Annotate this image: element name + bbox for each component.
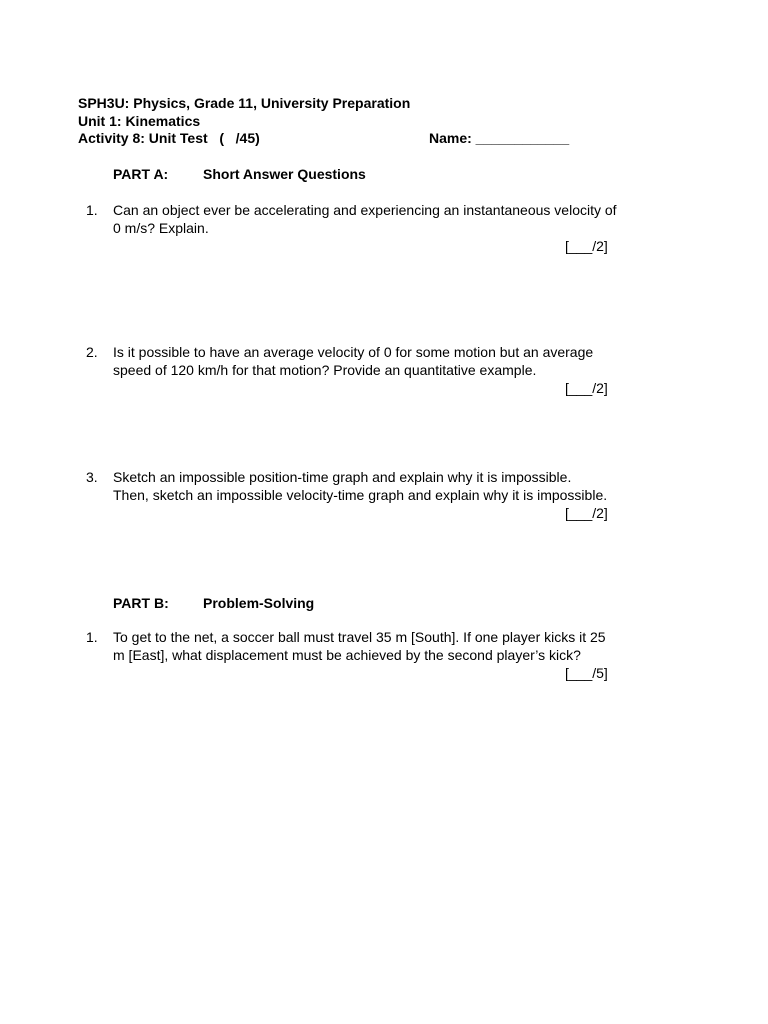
question-text-line: Can an object ever be accelerating and experiencing an instantaneous velocity of [113,202,617,218]
question-number: 2. [86,344,98,360]
part-b-label: PART B: [113,595,169,611]
part-a-title: Short Answer Questions [203,166,366,182]
part-a-label: PART A: [113,166,169,182]
question-text-line: speed of 120 km/h for that motion? Provide an quantitative example. [113,362,537,378]
question-text-line: m [East], what displacement must be achieved by the second player’s kick? [113,647,581,663]
question-text-line: To get to the net, a soccer ball must travel 35 m [South]. If one player kicks it 25 [113,629,606,645]
unit-title: Unit 1: Kinematics [78,113,201,129]
part-b-title: Problem-Solving [203,595,315,611]
question-text-line: Is it possible to have an average velocity of 0 for some motion but an average [113,344,594,360]
activity-title: Activity 8: Unit Test ( /45) [78,130,260,146]
question-number: 3. [86,469,98,485]
question-text-line: Then, sketch an impossible velocity-time graph and explain why it is impossible. [113,487,608,503]
question-text-line: 0 m/s? Explain. [113,220,209,236]
question-score: [___/2] [565,505,608,521]
name-field-label[interactable]: Name: ____________ [429,130,570,146]
question-number: 1. [86,629,98,645]
question-text-line: Sketch an impossible position-time graph and explain why it is impossible. [113,469,572,485]
question-score: [___/2] [565,380,608,396]
question-number: 1. [86,202,98,218]
course-title: SPH3U: Physics, Grade 11, University Preparation [78,95,411,111]
question-score: [___/5] [565,665,608,681]
question-score: [___/2] [565,238,608,254]
